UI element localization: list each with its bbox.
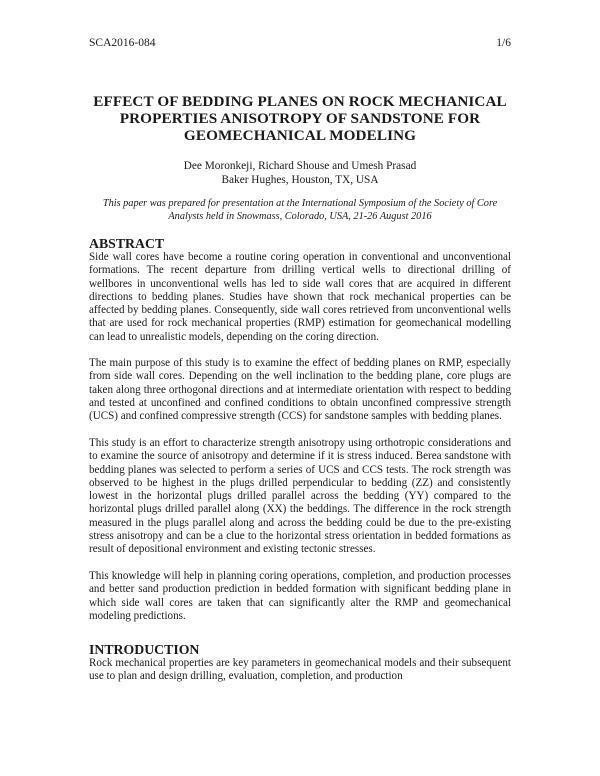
paper-id: SCA2016-084	[89, 37, 156, 49]
abstract-paragraph: Side wall cores have become a routine coring operation in conventional and unconventional formations. The recent departure from drilling vertical wells to directional drilling of wellbores in unconventional wells has led to side wall cores that are acquired in different directions to bedding planes. Studies have shown that rock mechanical properties can be affected by bedding planes. Consequently, side wall cores retrieved from unconventional wells that are used for rock mechanical properties (RMP) estimation for geomechanical modelling can lead to unrealistic models, depending on the coring direction.	[89, 251, 511, 343]
author-block	[89, 159, 511, 187]
authors: Dee Moronkeji, Richard Shouse and Umesh Prasad	[183, 160, 417, 172]
introduction-paragraph: Rock mechanical properties are key parameters in geomechanical models and their subsequent use to plan and design drilling, evaluation, completion, and production	[89, 657, 511, 683]
introduction-heading: INTRODUCTION	[89, 642, 200, 657]
affiliation: Baker Hughes, Houston, TX, USA	[221, 174, 379, 186]
abstract-heading: ABSTRACT	[89, 236, 165, 251]
presentation-note: This paper was prepared for presentation at the International Symposium of the Society of Core Analysts held in Snowmass, Colorado, USA, 21-26 August 2016	[102, 198, 498, 222]
paper-title: EFFECT OF BEDDING PLANES ON ROCK MECHANICAL PROPERTIES ANISOTROPY OF SANDSTONE FOR GEOMECHANICAL MODELING	[93, 93, 507, 144]
page-number: 1/6	[496, 37, 511, 49]
abstract-paragraph: This knowledge will help in planning coring operations, completion, and production processes and better sand production prediction in bedded formation with significant bedding plane in which side wall cores are taken that can significantly alter the RMP and geomechanical modeling predictions.	[89, 570, 511, 622]
abstract-paragraph: This study is an effort to characterize strength anisotropy using orthotropic considerations and to examine the source of anisotropy and determine if it is stress induced. Berea sandstone with bedding planes was selected to perform a series of UCS and CCS tests. The rock strength was observed to be highest in the plugs drilled perpendicular to bedding (ZZ) and consistently lowest in the horizontal plugs drilled parallel across the bedding (YY) compared to the horizontal plugs drilled parallel along (XX) the beddings. The difference in the rock strength measured in the plugs parallel along and across the bedding could be due to the pre-existing stress anisotropy and can be a clue to the horizontal stress orientation in bedded formations as result of depositional environment and existing tectonic stresses.	[89, 437, 511, 555]
abstract-paragraph: The main purpose of this study is to examine the effect of bedding planes on RMP, especially from side wall cores. Depending on the well inclination to the bedding plane, core plugs are taken along three orthogonal directions and at intermediate orientation with respect to bedding and tested at unconfined and confined conditions to obtain unconfined compressive strength (UCS) and confined compressive strength (CCS) for sandstone samples with bedding planes.	[89, 357, 511, 422]
